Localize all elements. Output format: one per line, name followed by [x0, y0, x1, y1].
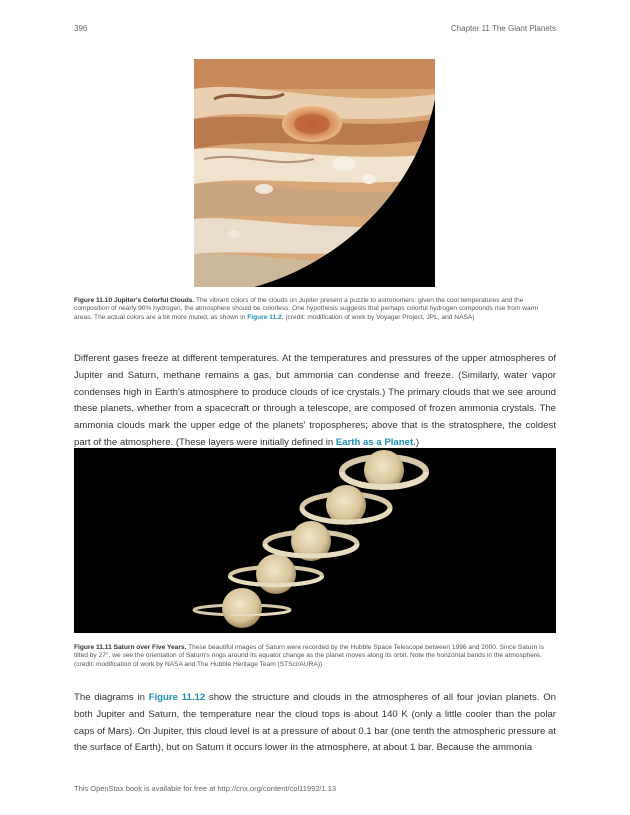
figure-11-11-caption	[74, 644, 556, 669]
jupiter-clouds-image	[194, 59, 435, 287]
paragraph-text: .)	[413, 436, 420, 448]
body-paragraph	[74, 351, 556, 452]
figure-11-10-caption	[74, 297, 556, 322]
chapter-title: Chapter 11 The Giant Planets	[450, 24, 556, 33]
saturn-five-years-image	[74, 448, 556, 633]
caption-text: The vibrant colors of the clouds on Jupiter present a puzzle to astronomers: given the cool temperatures and the composition of nearly 90% hydrogen, the atmosphere should be colorless. One hypothesis suggests that perhaps colorful hydrogen compounds rise from warm areas. The actual colors are a bit more muted, as shown in	[74, 297, 539, 321]
body-paragraph	[74, 690, 556, 757]
figure-11-12-link[interactable]: Figure 11.12	[148, 692, 206, 703]
paragraph-text: show the structure and clouds in the atmospheres of all four jovian planets. On both Jupiter and Saturn, the temperature near the cloud tops is about 140 K (only a little cooler than the polar caps of Mars). On Jupiter, this cloud level is at a pressure of about 0.1 bar (one tenth the atmospheric pressure at the surface of Earth), but on Saturn it occurs lower in the atmosphere, at about 1 bar. Because the ammonia	[74, 692, 557, 754]
earth-as-a-planet-link[interactable]: Earth as a Planet	[335, 436, 414, 448]
page-number: 396	[74, 24, 88, 33]
caption-text: These beautiful images of Saturn were recorded by the Hubble Space Telescope between 1996 and 2000. Since Saturn is tilted by 27°, we see the orientation of Saturn's rings around its equator change as the planet moves along its orbit. Note the horizontal bands in the atmosphere. (credit: modification of work by NASA and The Hubble Heritage Team (STScI/AURA))	[74, 644, 544, 668]
figure-11-2-link[interactable]: Figure 11.2	[247, 313, 282, 321]
paragraph-text: Different gases freeze at different temperatures. At the temperatures and pressures of the upper atmospheres of Jupiter and Saturn, methane remains a gas, but ammonia can condense and freeze. (Similarly, water vapor condenses high in Earth's atmosphere to produce clouds of ice crystals.) The primary clouds that we see around these planets, whether from a spacecraft or through a telescope, are composed of frozen ammonia crystals. The ammonia clouds mark the upper edge of the planets' tropospheres; above that is the stratosphere, the coldest part of the atmosphere. (These layers were initially defined in	[74, 353, 556, 448]
paragraph-text: The diagrams in	[74, 692, 149, 703]
caption-text: . (credit: modification of work by Voyager Project, JPL, and NASA)	[281, 313, 475, 321]
figure-label: Figure 11.11 Saturn over Five Years.	[74, 644, 187, 651]
figure-label: Figure 11.10 Jupiter's Colorful Clouds.	[74, 297, 195, 304]
footer-attribution: This OpenStax book is available for free at http://cnx.org/content/col11992/1.13	[74, 784, 337, 793]
